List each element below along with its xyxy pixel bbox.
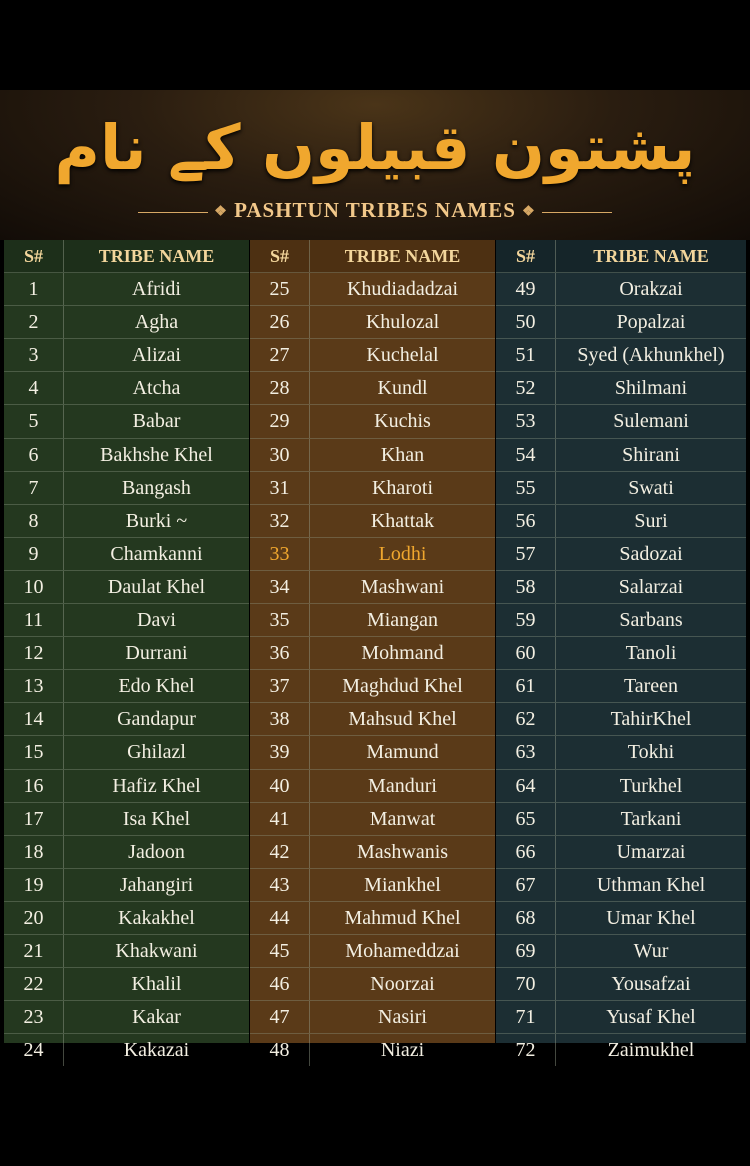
table-row — [496, 637, 746, 670]
table-row — [496, 306, 746, 339]
tribe-name: Maghdud Khel — [342, 675, 463, 698]
table-row — [4, 571, 249, 604]
tribe-name: Agha — [134, 311, 179, 334]
header-serial-number: S# — [4, 240, 64, 272]
serial-number: 65 — [496, 803, 556, 835]
table-row — [496, 836, 746, 869]
header-tribe-name: TRIBE NAME — [344, 246, 461, 266]
table-row — [250, 968, 495, 1001]
table-row — [496, 439, 746, 472]
table-row — [496, 770, 746, 803]
serial-number: 9 — [4, 538, 64, 570]
table-row — [4, 538, 249, 571]
table-row — [250, 803, 495, 836]
serial-number: 59 — [496, 604, 556, 636]
subtitle-text: PASHTUN TRIBES NAMES — [234, 198, 516, 222]
tribe-name: Mashwanis — [356, 840, 449, 863]
serial-number: 52 — [496, 372, 556, 404]
serial-number: 25 — [250, 273, 310, 305]
table-row — [496, 736, 746, 769]
ornament-right-icon: ❖ — [522, 204, 536, 220]
header-serial-number: S# — [496, 240, 556, 272]
serial-number: 12 — [4, 637, 64, 669]
serial-number: 53 — [496, 405, 556, 437]
table-row — [496, 372, 746, 405]
table-column-2 — [250, 240, 495, 1062]
table-row — [250, 902, 495, 935]
table-row — [250, 935, 495, 968]
serial-number: 45 — [250, 935, 310, 967]
serial-number: 70 — [496, 968, 556, 1000]
serial-number: 62 — [496, 703, 556, 735]
serial-number: 33 — [250, 538, 310, 570]
serial-number: 1 — [4, 273, 64, 305]
serial-number: 30 — [250, 439, 310, 471]
tribe-name: Tareen — [623, 675, 679, 698]
serial-number: 36 — [250, 637, 310, 669]
serial-number: 13 — [4, 670, 64, 702]
serial-number: 43 — [250, 869, 310, 901]
serial-number: 39 — [250, 736, 310, 768]
table-row — [496, 538, 746, 571]
tribe-name: Syed (Akhunkhel) — [577, 344, 725, 367]
serial-number: 51 — [496, 339, 556, 371]
serial-number: 23 — [4, 1001, 64, 1033]
table-row — [250, 405, 495, 438]
tribe-name: Afridi — [132, 278, 181, 301]
table-column-3 — [496, 240, 746, 1062]
serial-number: 11 — [4, 604, 64, 636]
tribe-name: Lodhi — [378, 542, 427, 565]
serial-number: 27 — [250, 339, 310, 371]
tribe-name: Orakzai — [619, 278, 683, 301]
serial-number: 5 — [4, 405, 64, 437]
tribe-name: Miangan — [366, 609, 439, 632]
table-row — [4, 405, 249, 438]
serial-number: 42 — [250, 836, 310, 868]
tribe-name: Mashwani — [360, 575, 445, 598]
table-row — [4, 736, 249, 769]
tribe-name: Khulozal — [365, 311, 440, 334]
tribe-name: Kuchis — [374, 410, 431, 433]
tribe-name: Sarbans — [619, 609, 683, 632]
tribe-name: Kakar — [132, 1006, 181, 1029]
tribe-name: Daulat Khel — [107, 575, 206, 598]
serial-number: 8 — [4, 505, 64, 537]
serial-number: 71 — [496, 1001, 556, 1033]
tribe-name: Kundl — [377, 377, 428, 400]
serial-number: 22 — [4, 968, 64, 1000]
serial-number: 35 — [250, 604, 310, 636]
tribe-name: Sadozai — [619, 542, 683, 565]
tribe-name: Nasiri — [378, 1006, 427, 1029]
table-row — [250, 538, 495, 571]
table-column-1 — [4, 240, 249, 1062]
tribe-name: Kakakhel — [118, 906, 195, 929]
tribe-name: Uthman Khel — [596, 873, 706, 896]
table-row — [250, 372, 495, 405]
serial-number: 24 — [4, 1034, 64, 1066]
serial-number: 57 — [496, 538, 556, 570]
table-row — [496, 1001, 746, 1034]
table-row — [250, 273, 495, 306]
serial-number: 32 — [250, 505, 310, 537]
tribe-name: Khakwani — [115, 939, 198, 962]
tribe-name: TahirKhel — [610, 708, 692, 731]
tribe-name: Bakhshe Khel — [100, 443, 213, 466]
table-row — [496, 703, 746, 736]
tribe-name: Manduri — [368, 774, 437, 797]
header-tribe-name: TRIBE NAME — [593, 246, 709, 266]
table-row — [250, 670, 495, 703]
serial-number: 69 — [496, 935, 556, 967]
serial-number: 10 — [4, 571, 64, 603]
serial-number: 47 — [250, 1001, 310, 1033]
tribe-name: Isa Khel — [122, 807, 191, 830]
table-row — [4, 306, 249, 339]
table-row — [4, 637, 249, 670]
serial-number: 58 — [496, 571, 556, 603]
table-row — [496, 902, 746, 935]
serial-number: 63 — [496, 736, 556, 768]
serial-number: 20 — [4, 902, 64, 934]
tribe-name: Atcha — [132, 377, 181, 400]
table-row — [496, 869, 746, 902]
tribe-name: Edo Khel — [118, 675, 195, 698]
tribe-name: Mamund — [366, 741, 439, 764]
tribe-name: Jahangiri — [119, 873, 194, 896]
serial-number: 72 — [496, 1034, 556, 1066]
table-row — [4, 935, 249, 968]
tribe-name: Tanoli — [625, 642, 677, 665]
serial-number: 37 — [250, 670, 310, 702]
table-row — [496, 604, 746, 637]
table-row — [250, 339, 495, 372]
tribe-name: Mahsud Khel — [348, 708, 457, 731]
tribe-name: Jadoon — [128, 840, 185, 863]
tribe-name: Durrani — [125, 642, 188, 665]
tribe-name: Hafiz Khel — [112, 774, 201, 797]
serial-number: 34 — [250, 571, 310, 603]
tribe-name: Ghilazl — [127, 741, 186, 764]
serial-number: 38 — [250, 703, 310, 735]
tribe-name: Shilmani — [614, 377, 688, 400]
tribe-name: Alizai — [132, 344, 181, 367]
table-row — [250, 1034, 495, 1066]
table-row — [496, 935, 746, 968]
table-row — [250, 770, 495, 803]
serial-number: 16 — [4, 770, 64, 802]
table-row — [4, 902, 249, 935]
tribe-name: Gandapur — [117, 708, 196, 731]
tribe-name: Mahmud Khel — [344, 906, 461, 929]
table-row — [496, 803, 746, 836]
table-row — [4, 273, 249, 306]
tribe-name: Yousafzai — [611, 973, 691, 996]
tribe-name: Umar Khel — [606, 906, 696, 929]
serial-number: 29 — [250, 405, 310, 437]
serial-number: 21 — [4, 935, 64, 967]
table-row — [250, 637, 495, 670]
table-row — [4, 1001, 249, 1034]
table-row — [4, 703, 249, 736]
tribe-name: Davi — [137, 609, 176, 632]
serial-number: 31 — [250, 472, 310, 504]
table-row — [250, 505, 495, 538]
table-row — [250, 306, 495, 339]
tribe-name: Wur — [633, 939, 669, 962]
table-row — [250, 472, 495, 505]
subtitle — [0, 198, 750, 223]
serial-number: 41 — [250, 803, 310, 835]
table-row — [496, 273, 746, 306]
tribe-name: Miankhel — [364, 873, 441, 896]
table-row — [496, 670, 746, 703]
table-row — [4, 670, 249, 703]
serial-number: 56 — [496, 505, 556, 537]
serial-number: 15 — [4, 736, 64, 768]
table-row — [4, 836, 249, 869]
table-row — [4, 869, 249, 902]
serial-number: 48 — [250, 1034, 310, 1066]
table-row — [496, 1034, 746, 1066]
serial-number: 50 — [496, 306, 556, 338]
table-row — [4, 770, 249, 803]
tribe-name: Kuchelal — [366, 344, 439, 367]
serial-number: 17 — [4, 803, 64, 835]
serial-number: 6 — [4, 439, 64, 471]
serial-number: 66 — [496, 836, 556, 868]
header-tribe-name: TRIBE NAME — [98, 246, 215, 266]
table-row — [4, 505, 249, 538]
serial-number: 61 — [496, 670, 556, 702]
table-row — [250, 869, 495, 902]
table-header-row — [4, 240, 249, 273]
tribe-name: Popalzai — [616, 311, 686, 334]
tribe-name: Niazi — [380, 1039, 425, 1062]
tribe-name: Tokhi — [627, 741, 675, 764]
tribe-name: Suri — [634, 509, 668, 532]
header-serial-number: S# — [250, 240, 310, 272]
tribe-name: Babar — [132, 410, 181, 433]
serial-number: 18 — [4, 836, 64, 868]
tribe-name: Mohameddzai — [345, 939, 460, 962]
table-row — [496, 571, 746, 604]
table-row — [250, 439, 495, 472]
table-row — [496, 405, 746, 438]
tribe-name: Bangash — [122, 476, 191, 499]
table-row — [496, 339, 746, 372]
tribe-name: Kharoti — [371, 476, 434, 499]
table-row — [496, 472, 746, 505]
serial-number: 49 — [496, 273, 556, 305]
serial-number: 60 — [496, 637, 556, 669]
tribe-name: Manwat — [369, 807, 436, 830]
tribe-name: Kakazai — [123, 1039, 190, 1062]
tribes-table — [4, 240, 746, 1062]
tribe-name: Yusaf Khel — [606, 1006, 696, 1029]
tribe-name: Tarkani — [620, 807, 682, 830]
serial-number: 55 — [496, 472, 556, 504]
table-row — [4, 803, 249, 836]
tribe-name: Chamkanni — [110, 542, 203, 565]
table-row — [4, 372, 249, 405]
table-row — [4, 339, 249, 372]
table-row — [4, 1034, 249, 1066]
tribe-name: Khattak — [370, 509, 435, 532]
tribe-name: Khalil — [131, 973, 182, 996]
serial-number: 64 — [496, 770, 556, 802]
serial-number: 4 — [4, 372, 64, 404]
tribe-name: Mohmand — [361, 642, 444, 665]
urdu-title: پشتون قبیلوں کے نام — [54, 111, 696, 184]
serial-number: 68 — [496, 902, 556, 934]
table-row — [496, 505, 746, 538]
tribe-name: Shirani — [622, 443, 680, 466]
tribe-name: Noorzai — [370, 973, 435, 996]
table-row — [4, 968, 249, 1001]
divider-right — [542, 212, 612, 213]
serial-number: 67 — [496, 869, 556, 901]
tribe-name: Swati — [628, 476, 674, 499]
serial-number: 46 — [250, 968, 310, 1000]
tribe-name: Khudiadadzai — [346, 278, 459, 301]
table-header-row — [250, 240, 495, 273]
table-row — [250, 736, 495, 769]
serial-number: 7 — [4, 472, 64, 504]
tribe-name: Umarzai — [616, 840, 686, 863]
table-row — [496, 968, 746, 1001]
tribe-name: Zaimukhel — [607, 1039, 695, 1062]
table-row — [250, 1001, 495, 1034]
tribe-name: Salarzai — [618, 575, 684, 598]
serial-number: 44 — [250, 902, 310, 934]
table-header-row — [496, 240, 746, 273]
tribe-name: Sulemani — [613, 410, 689, 433]
divider-left — [138, 212, 208, 213]
serial-number: 2 — [4, 306, 64, 338]
tribe-name: Burki ~ — [125, 509, 188, 532]
serial-number: 19 — [4, 869, 64, 901]
ornament-left-icon: ❖ — [214, 204, 228, 220]
serial-number: 14 — [4, 703, 64, 735]
table-row — [250, 703, 495, 736]
tribe-name: Khan — [380, 443, 425, 466]
table-row — [250, 604, 495, 637]
serial-number: 54 — [496, 439, 556, 471]
table-row — [250, 836, 495, 869]
serial-number: 28 — [250, 372, 310, 404]
table-row — [4, 472, 249, 505]
serial-number: 3 — [4, 339, 64, 371]
tribe-name: Turkhel — [619, 774, 683, 797]
serial-number: 26 — [250, 306, 310, 338]
table-row — [4, 439, 249, 472]
serial-number: 40 — [250, 770, 310, 802]
table-row — [4, 604, 249, 637]
table-row — [250, 571, 495, 604]
